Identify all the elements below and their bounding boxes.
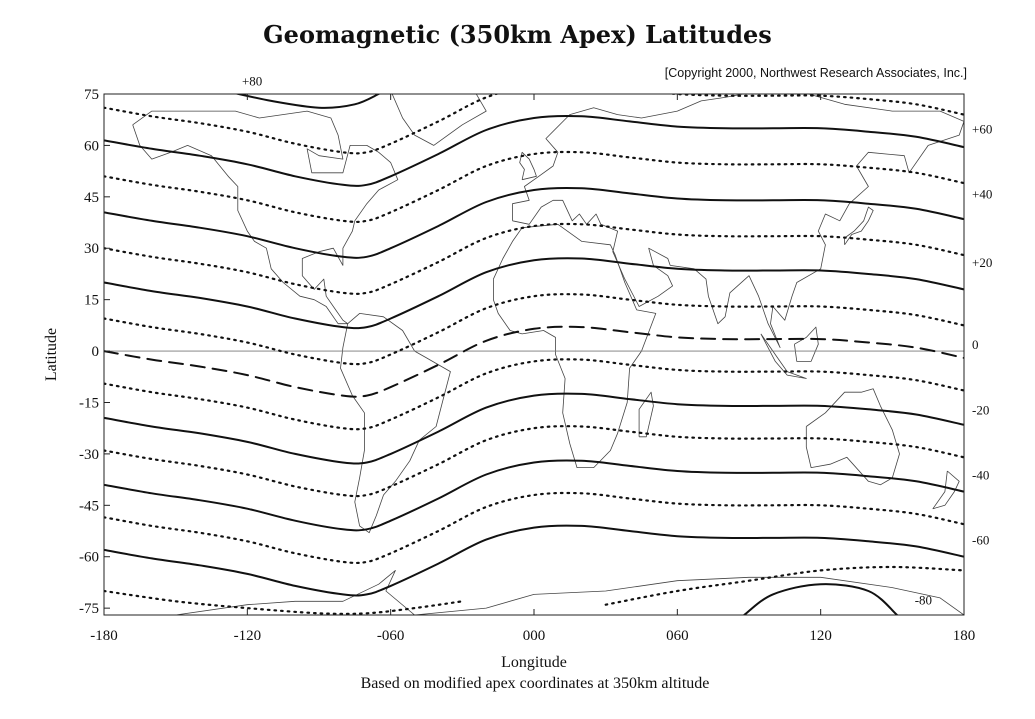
y-tick-label: -45 <box>79 498 99 515</box>
y-tick-label: 75 <box>84 87 99 103</box>
inline-contour-label: -80 <box>914 592 933 608</box>
y-tick-label: -30 <box>79 446 99 463</box>
y-tick-label: 45 <box>84 189 99 206</box>
contour-layer <box>104 83 964 615</box>
contour-line-+50 <box>104 152 964 222</box>
x-tick-label: 180 <box>952 628 976 644</box>
y-tick-label: 30 <box>84 241 99 258</box>
right-contour-label: -40 <box>972 467 990 483</box>
contour-line--70-south <box>606 567 964 605</box>
chart-title: Geomagnetic (350km Apex) Latitudes <box>263 20 772 49</box>
contour-line--30 <box>104 426 964 496</box>
y-tick-label: 60 <box>84 138 99 155</box>
copyright-notice: [Copyright 2000, Northwest Research Associates, Inc.] <box>664 66 967 80</box>
x-tick-label: 000 <box>522 628 546 644</box>
contour-line-+80 <box>223 91 378 108</box>
footnote: Based on modified apex coordinates at 350km altitude <box>360 675 710 692</box>
contour-line-+60 <box>104 116 964 186</box>
contour-line-+30 <box>104 224 964 294</box>
y-tick-label: -60 <box>79 549 99 566</box>
coastline-madagascar <box>639 392 653 437</box>
inline-contour-label: +80 <box>241 73 263 89</box>
y-axis-label: Latitude <box>43 327 60 382</box>
y-tick-label: 0 <box>91 344 99 361</box>
right-contour-label: -60 <box>972 532 990 548</box>
right-contour-label: +40 <box>972 186 993 202</box>
x-tick-label: -060 <box>376 628 405 644</box>
x-tick-label: 060 <box>666 628 689 644</box>
coastline-borneo <box>794 327 818 361</box>
y-tick-label: 15 <box>84 292 99 309</box>
y-tick-label: -15 <box>79 395 99 412</box>
plot-frame <box>104 94 964 615</box>
y-tick-label: -75 <box>79 601 99 618</box>
x-tick-label: 120 <box>809 628 832 644</box>
right-contour-label: +60 <box>972 121 993 137</box>
coastline-north-america <box>133 111 398 324</box>
x-tick-label: -120 <box>233 628 262 644</box>
contour-line-+20 <box>104 258 964 328</box>
contour-line-+40 <box>104 188 964 258</box>
coastline-australia <box>806 389 899 485</box>
coastline-antarctica <box>104 570 964 615</box>
contour-line--10 <box>104 359 964 429</box>
x-axis-label: Longitude <box>501 654 567 671</box>
right-contour-label: 0 <box>972 337 979 353</box>
x-tick-label: -180 <box>90 628 118 644</box>
right-contour-label: +20 <box>972 254 993 270</box>
right-contour-label: -20 <box>972 402 990 418</box>
